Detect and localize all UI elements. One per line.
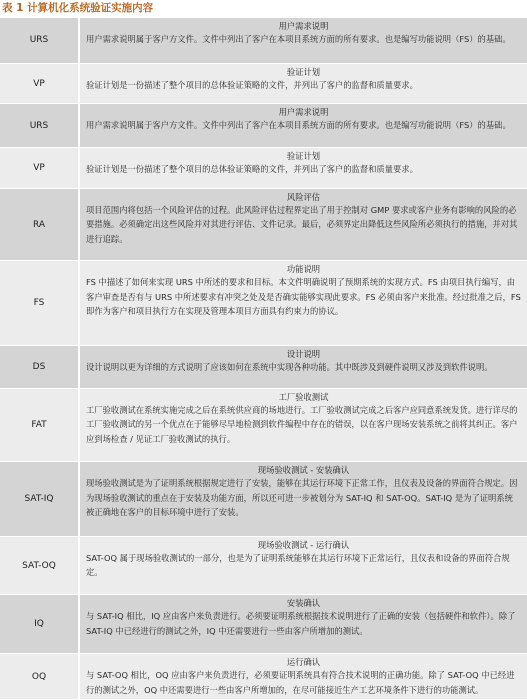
row-desc: 验证计划是一份描述了整个项目的总体验证策略的文件，并列出了客户的监督和质量要求。 — [86, 164, 418, 175]
row-title: 安装确认 — [286, 598, 321, 609]
table-row — [0, 64, 527, 105]
table-row — [0, 537, 527, 596]
row-title: 用户需求说明 — [278, 21, 329, 31]
table-row — [0, 346, 527, 389]
row-desc: 设计说明以更为详细的方式说明了应该如何在系统中实现各种功能。其中既涉及到硬件说明又涉及到软件说明。 — [86, 361, 493, 372]
table-row — [0, 104, 527, 148]
row-title: 功能说明 — [286, 264, 321, 275]
row-code: SAT-IQ — [0, 462, 80, 536]
row-desc: 与 SAT-IQ 相比，IQ 应由客户来负责进行。必须要证明系统根据技术说明进行了正确的安装（包括硬件和软件）。除了 SAT-IQ 中已经进行的测试之外，IQ 中还需要进行一些由客户所增加的测试。 — [86, 611, 516, 636]
table-row — [0, 18, 527, 64]
table-row — [0, 462, 527, 537]
table-row — [0, 189, 527, 262]
row-code: VP — [0, 64, 80, 104]
row-title: 风险评估 — [286, 191, 321, 202]
table-row — [0, 148, 527, 189]
row-desc: 验证计划是一份描述了整个项目的总体验证策略的文件，并列出了客户的监督和质量要求。 — [86, 79, 418, 90]
table-row — [0, 389, 527, 463]
table-row — [0, 654, 527, 700]
table-row — [0, 595, 527, 654]
row-desc: 用户需求说明属于客户方文件。文件中列出了客户在本项目系统方面的所有要求。也是编写功能说明（FS）的基础。 — [86, 34, 511, 44]
row-code: FS — [0, 261, 80, 344]
row-code: RA — [0, 189, 80, 261]
row-code: URS — [0, 18, 80, 63]
row-desc: 项目范围内将包括一个风险评估的过程。此风险评估过程界定出了用于控制对 GMP 要求或客户业务有影响的风险的必要措施。必须确定出这些风险并对其进行评估、文件记录。最后，必须界定出降低这些风险所必须执行的措施，并对其进行追踪。 — [86, 204, 518, 244]
row-title: 现场验收测试 - 安装确认 — [257, 465, 350, 476]
row-code: OQ — [0, 654, 80, 699]
row-desc: SAT-OQ 属于现场验收测试的一部分，也是为了证明系统能够在其运行环境下正常运行，且仪表和设备的界面符合规定。 — [86, 552, 510, 578]
row-title: 验证计划 — [286, 151, 321, 162]
row-desc: 与 SAT-OQ 相比，OQ 应由客户来负责进行，必须要证明系统具有符合技术说明的正确功能。除了 SAT-OQ 中已经进行的测试之外，OQ 中还需要进行一些由客户所增加的，在尽可能接近生产工艺环境条件下进行的功能测试。 — [86, 670, 515, 695]
row-desc: 工厂验收测试在系统实施完成之后在系统供应商的场地进行。工厂验收测试完成之后客户应同意系统发货。进行详尽的工厂验收测试的另一个优点在于能够尽早地检测到软件编程中存在的错误，以在客户现场安装系统之前将其纠正。客户应到场检查 / 见证工厂验收测试的执行。 — [86, 404, 518, 444]
row-title: 用户需求说明 — [278, 107, 329, 118]
table-caption: 表 1 计算机化系统验证实施内容 — [2, 2, 154, 14]
row-title: 验证计划 — [286, 66, 321, 77]
validation-table — [0, 18, 527, 700]
row-code: VP — [0, 148, 80, 188]
row-title: 设计说明 — [286, 348, 321, 359]
row-desc: FS 中描述了如何来实现 URS 中所述的要求和目标。本文件明确说明了预期系统的实现方式。FS 由项目执行编写，由客户审查是否有与 URS 中所述要求有冲突之处及是否确实能够实现此要求。FS 必须由客户来批准。经过批准之后，FS 即作为客户和项目执行方在实现及管理本项目方面具有约束力的协议。 — [86, 277, 521, 317]
row-code: SAT-OQ — [0, 537, 80, 595]
row-code: FAT — [0, 389, 80, 462]
table-row — [0, 261, 527, 345]
row-title: 运行确认 — [286, 657, 321, 667]
row-desc: 用户需求说明属于客户方文件。文件中列出了客户在本项目系统方面的所有要求。也是编写功能说明（FS）的基础。 — [86, 120, 511, 131]
row-title: 现场验收测试 - 运行确认 — [257, 539, 350, 550]
row-code: DS — [0, 346, 80, 388]
row-code: URS — [0, 104, 80, 147]
row-desc: 现场验收测试是为了证明系统根据规定进行了安装，能够在其运行环境下正常工作，且仪表及设备的界面符合规定。因为现场验收测试的重点在于安装及功能方面，所以还可进一步被划分为 SAT-IQ 和 SAT-OQ。SAT-IQ 是为了证明系统被正确地在客户的目标环境中进行了安装。 — [86, 478, 518, 518]
row-title: 工厂验收测试 — [278, 391, 329, 402]
row-code: IQ — [0, 595, 80, 653]
